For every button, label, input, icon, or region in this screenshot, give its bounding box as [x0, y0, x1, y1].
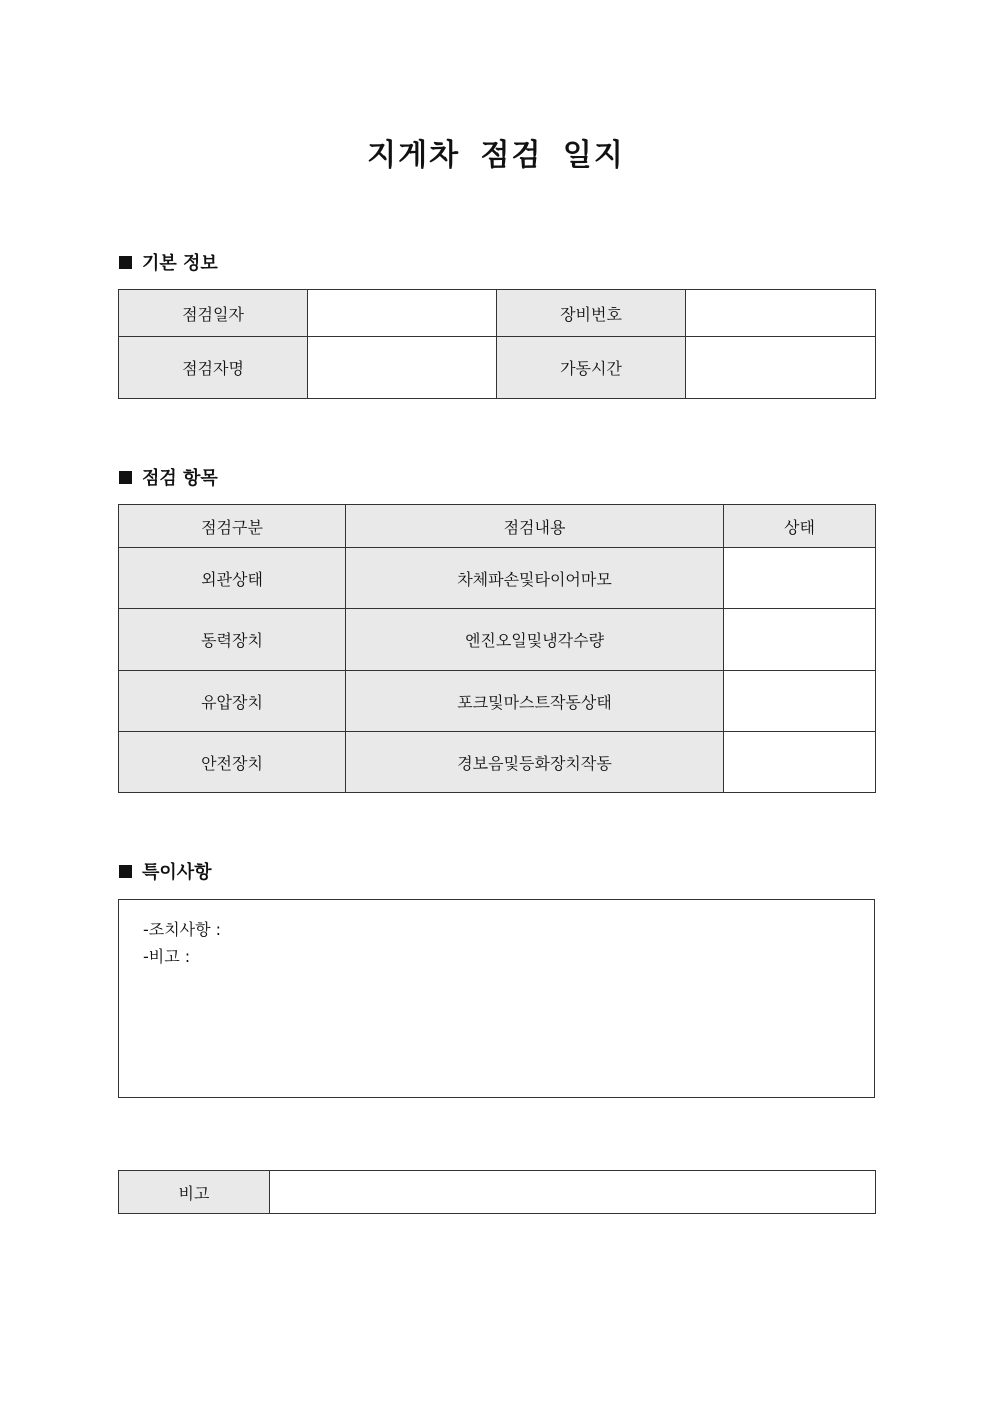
remark-line: -비고 : — [143, 947, 191, 966]
table-row — [119, 337, 876, 399]
remarks-label: 비고 — [119, 1171, 270, 1214]
square-bullet-icon — [119, 256, 132, 269]
category-cell: 안전장치 — [119, 732, 346, 793]
table-row — [119, 1171, 876, 1214]
notes-box[interactable] — [118, 899, 875, 1098]
table-row — [119, 671, 876, 732]
column-header-status: 상태 — [724, 505, 876, 548]
table-row — [119, 609, 876, 671]
table-row — [119, 732, 876, 793]
section-heading-label: 기본 정보 — [142, 253, 218, 274]
category-cell: 유압장치 — [119, 671, 346, 732]
remarks-table — [118, 1170, 876, 1214]
table-header-row — [119, 505, 876, 548]
inspection-date-label: 점검일자 — [119, 290, 308, 337]
section-heading-notes — [119, 860, 212, 886]
content-cell: 엔진오일및냉각수량 — [346, 609, 724, 671]
category-cell: 외관상태 — [119, 548, 346, 609]
inspection-date-field[interactable] — [308, 290, 497, 337]
inspector-name-field[interactable] — [308, 337, 497, 399]
basic-info-table — [118, 289, 876, 399]
status-field[interactable] — [724, 609, 876, 671]
status-field[interactable] — [724, 732, 876, 793]
operating-hours-field[interactable] — [686, 337, 876, 399]
section-heading-basic-info — [119, 251, 218, 277]
equipment-number-field[interactable] — [686, 290, 876, 337]
square-bullet-icon — [119, 865, 132, 878]
operating-hours-label: 가동시간 — [497, 337, 686, 399]
inspection-table — [118, 504, 876, 793]
column-header-content: 점검내용 — [346, 505, 724, 548]
section-heading-label: 특이사항 — [142, 862, 212, 883]
status-field[interactable] — [724, 548, 876, 609]
inspector-name-label: 점검자명 — [119, 337, 308, 399]
category-cell: 동력장치 — [119, 609, 346, 671]
section-heading-inspection — [119, 466, 218, 492]
square-bullet-icon — [119, 471, 132, 484]
document-title: 지게차 점검 일지 — [367, 138, 625, 173]
action-taken-line: -조치사항 : — [143, 920, 222, 939]
table-row — [119, 548, 876, 609]
content-cell: 차체파손및타이어마모 — [346, 548, 724, 609]
content-cell: 경보음및등화장치작동 — [346, 732, 724, 793]
section-heading-label: 점검 항목 — [142, 468, 218, 489]
column-header-category: 점검구분 — [119, 505, 346, 548]
remarks-field[interactable] — [270, 1171, 876, 1214]
status-field[interactable] — [724, 671, 876, 732]
equipment-number-label: 장비번호 — [497, 290, 686, 337]
content-cell: 포크및마스트작동상태 — [346, 671, 724, 732]
table-row — [119, 290, 876, 337]
